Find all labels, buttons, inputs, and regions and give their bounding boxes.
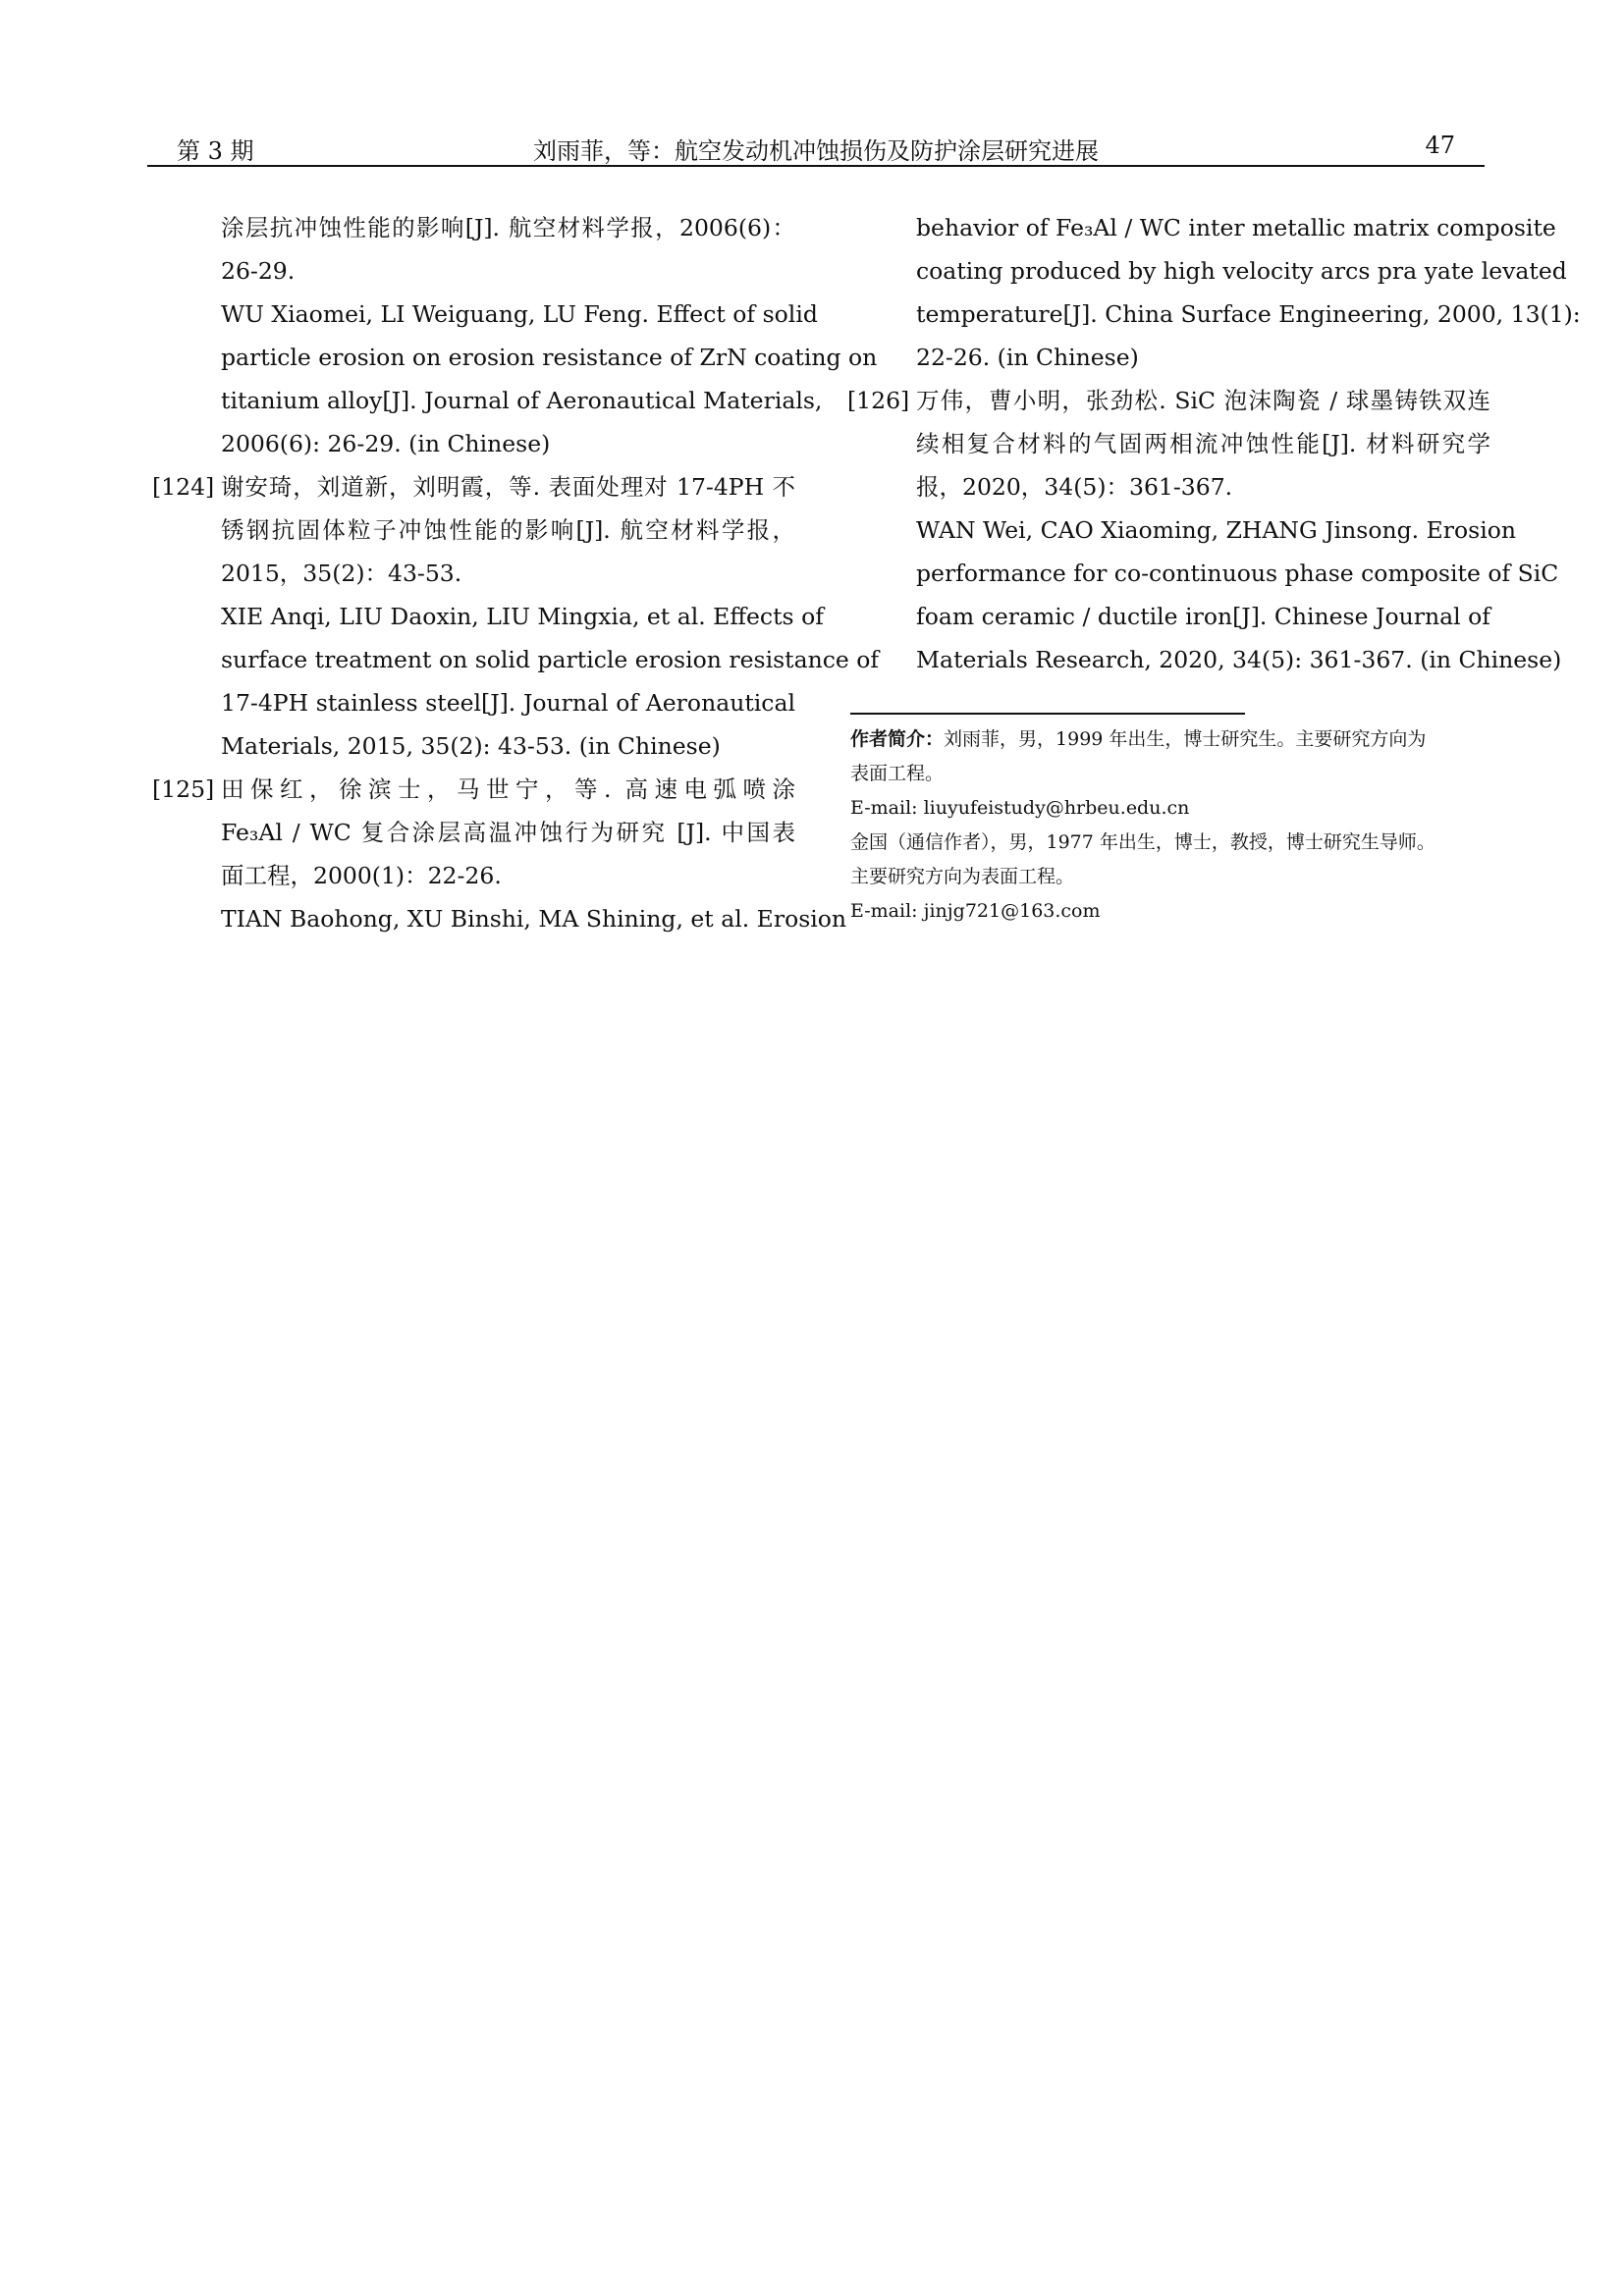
reference-126	[842, 379, 1562, 681]
ref-text-line: 22-26. (in Chinese)	[916, 344, 1139, 371]
author-intro-text: 刘雨菲，男，1999 年出生，博士研究生。主要研究方向为	[944, 728, 1427, 750]
ref-text-line: behavior of Fe₃Al / WC inter metallic matrix composite	[916, 214, 1556, 241]
reference-number: [124]	[152, 473, 215, 501]
ref-text-line: 谢安琦，刘道新，刘明霞，等. 表面处理对 17-4PH 不	[221, 473, 795, 501]
ref-text-line: 续相复合材料的气固两相流冲蚀性能[J]. 材料研究学	[916, 430, 1490, 457]
header-rule	[147, 165, 1485, 167]
ref-text-line: foam ceramic / ductile iron[J]. Chinese Journal of	[916, 603, 1490, 630]
page-number: 47	[1425, 132, 1455, 159]
reference-124	[147, 465, 880, 768]
author-intro-label: 作者简介：	[850, 728, 945, 750]
ref-text-line: 2015，35(2)：43-53.	[221, 560, 462, 587]
ref-text-line: particle erosion on erosion resistance of ZrN coating on	[221, 344, 878, 371]
author-footnote	[850, 722, 1489, 929]
reference-number: [126]	[847, 387, 910, 414]
reference-125-continuation	[842, 206, 1581, 379]
running-title: 刘雨菲，等：航空发动机冲蚀损伤及防护涂层研究进展	[533, 137, 1099, 165]
ref-text-line: performance for co-continuous phase composite of SiC	[916, 560, 1559, 587]
ref-text-line: titanium alloy[J]. Journal of Aeronautical Materials,	[221, 387, 823, 414]
ref-text-line: 万伟，曹小明，张劲松. SiC 泡沫陶瓷 / 球墨铸铁双连	[916, 387, 1490, 414]
footnote-line: 金国（通信作者），男，1977 年出生，博士，教授，博士研究生导师。	[850, 831, 1435, 853]
ref-text-line: 2006(6): 26-29. (in Chinese)	[221, 430, 551, 457]
issue-label: 第 3 期	[177, 137, 254, 165]
ref-text-line: Fe₃Al / WC 复合涂层高温冲蚀行为研究 [J]. 中国表	[221, 819, 795, 846]
ref-text-line: TIAN Baohong, XU Binshi, MA Shining, et al. Erosion	[221, 905, 847, 933]
ref-text-line: 锈钢抗固体粒子冲蚀性能的影响[J]. 航空材料学报，	[221, 516, 795, 544]
running-header	[147, 124, 1485, 167]
ref-text-line: Materials Research, 2020, 34(5): 361-367. (in Chinese)	[916, 646, 1562, 673]
right-column	[842, 206, 1581, 681]
reference-125	[147, 768, 847, 940]
ref-text-line: WU Xiaomei, LI Weiguang, LU Feng. Effect of solid	[221, 300, 818, 328]
ref-text-line: coating produced by high velocity arcs pra yate levated	[916, 257, 1567, 285]
corresponding-email: E-mail: jinjg721@163.com	[850, 900, 1101, 922]
ref-text-line: 田保红，徐滨士，马世宁，等. 高速电弧喷涂	[221, 775, 795, 803]
footnote-rule	[850, 713, 1245, 715]
reference-123-continuation	[147, 206, 878, 465]
ref-text-line: 17-4PH stainless steel[J]. Journal of Aeronautical	[221, 689, 795, 717]
ref-text-line: 面工程，2000(1)：22-26.	[221, 862, 502, 889]
ref-text-line: XIE Anqi, LIU Daoxin, LIU Mingxia, et al. Effects of	[221, 603, 824, 630]
ref-text-line: Materials, 2015, 35(2): 43-53. (in Chinese)	[221, 732, 721, 760]
footnote-line	[850, 722, 1489, 757]
ref-text-line: WAN Wei, CAO Xiaoming, ZHANG Jinsong. Erosion	[916, 516, 1516, 544]
footnote-line: 表面工程。	[850, 763, 945, 784]
footnote-line: 主要研究方向为表面工程。	[850, 866, 1075, 887]
ref-text-line: 报，2020，34(5)：361-367.	[916, 473, 1233, 501]
author-email: E-mail: liuyufeistudy@hrbeu.edu.cn	[850, 797, 1190, 819]
ref-text-line: temperature[J]. China Surface Engineering, 2000, 13(1):	[916, 300, 1581, 328]
ref-text-line: 26-29.	[221, 257, 296, 285]
reference-number: [125]	[152, 775, 215, 803]
ref-text-line: surface treatment on solid particle erosion resistance of	[221, 646, 880, 673]
ref-text-line: 涂层抗冲蚀性能的影响[J]. 航空材料学报，2006(6)：	[221, 214, 795, 241]
